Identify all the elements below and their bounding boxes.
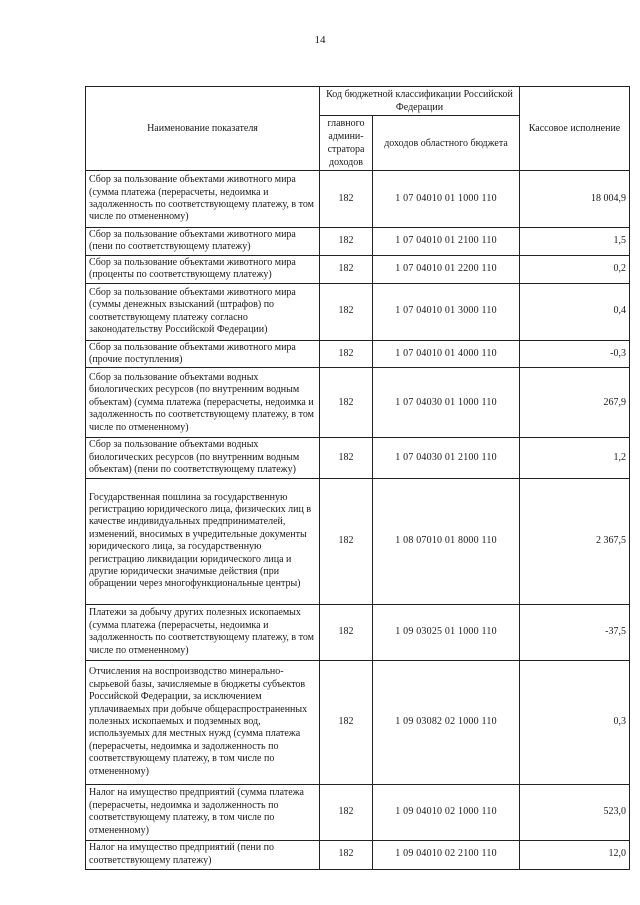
row-admin-code: 182 <box>320 228 373 256</box>
row-cash-amount: 1,5 <box>520 228 630 256</box>
row-indicator-name: Отчисления на воспроизводство минерально-сырьевой базы, зачисляемые в бюджеты субъектов Российской Федерации, за исключением уплачиваемых при добыче общераспространенных полезных ископаемых и подземных вод, используемых для местных нужд (сумма платежа (перерасчеты, недоимка и задолженность по соответствующему платежу, в том числе по отмененному) <box>86 660 320 784</box>
row-indicator-name: Сбор за пользование объектами животного мира (пени по соответствующему платежу) <box>86 228 320 256</box>
row-cash-amount: 0,2 <box>520 255 630 283</box>
row-indicator-name: Платежи за добычу других полезных ископаемых (сумма платежа (перерасчеты, недоимка и задолженность по соответствующему платежу, в том числе по отмененному) <box>86 604 320 660</box>
row-indicator-name: Сбор за пользование объектами водных биологических ресурсов (по внутренним водным объектам) (сумма платежа (перерасчеты, недоимка и задолженность по соответствующему платежу, в том числе по отмененному) <box>86 368 320 438</box>
row-revenue-code: 1 07 04010 01 3000 110 <box>373 283 520 340</box>
row-indicator-name: Сбор за пользование объектами водных биологических ресурсов (по внутренним водным объектам) (пени по соответствующему платежу) <box>86 438 320 478</box>
row-revenue-code: 1 07 04010 01 2200 110 <box>373 255 520 283</box>
row-indicator-name: Сбор за пользование объектами животного мира (проценты по соответствующему платежу) <box>86 255 320 283</box>
row-cash-amount: 12,0 <box>520 840 630 869</box>
table-row <box>86 228 630 256</box>
table-row <box>86 283 630 340</box>
row-revenue-code: 1 07 04010 01 1000 110 <box>373 171 520 228</box>
row-indicator-name: Сбор за пользование объектами животного мира (прочие поступления) <box>86 340 320 368</box>
header-indicator-name: Наименование показателя <box>86 87 320 171</box>
row-cash-amount: 0,3 <box>520 660 630 784</box>
row-cash-amount: 2 367,5 <box>520 478 630 604</box>
row-admin-code: 182 <box>320 660 373 784</box>
row-revenue-code: 1 07 04030 01 2100 110 <box>373 438 520 478</box>
page-number: 14 <box>314 34 326 46</box>
row-indicator-name: Сбор за пользование объектами животного мира (сумма платежа (перерасчеты, недоимка и задолженность по соответствующему платежу, в том числе по отмененному) <box>86 171 320 228</box>
row-cash-amount: -0,3 <box>520 340 630 368</box>
row-admin-code: 182 <box>320 340 373 368</box>
row-cash-amount: -37,5 <box>520 604 630 660</box>
header-regional-budget-revenue: доходов областного бюджета <box>373 116 520 171</box>
table-row <box>86 340 630 368</box>
table-row <box>86 660 630 784</box>
row-indicator-name: Государственная пошлина за государственную регистрацию юридического лица, физических лиц в качестве индивидуальных предпринимателей, изменений, вносимых в учредительные документы юридического лица, за государственную регистрацию ликвидации юридического лица и другие юридически значимые действия (при обращении через многофункциональные центры) <box>86 478 320 604</box>
table-row <box>86 171 630 228</box>
header-chief-administrator: главного админи-стратора доходов <box>320 116 373 171</box>
row-admin-code: 182 <box>320 368 373 438</box>
row-admin-code: 182 <box>320 283 373 340</box>
header-budget-classification-code: Код бюджетной классификации Российской Федерации <box>320 87 520 116</box>
row-admin-code: 182 <box>320 604 373 660</box>
row-cash-amount: 1,2 <box>520 438 630 478</box>
row-revenue-code: 1 08 07010 01 8000 110 <box>373 478 520 604</box>
budget-revenue-table <box>85 86 630 870</box>
header-cash-execution: Кассовое исполнение <box>520 87 630 171</box>
row-admin-code: 182 <box>320 784 373 840</box>
row-revenue-code: 1 09 03082 02 1000 110 <box>373 660 520 784</box>
row-revenue-code: 1 07 04030 01 1000 110 <box>373 368 520 438</box>
row-admin-code: 182 <box>320 171 373 228</box>
table-row <box>86 604 630 660</box>
row-cash-amount: 18 004,9 <box>520 171 630 228</box>
table-row <box>86 840 630 869</box>
row-cash-amount: 523,0 <box>520 784 630 840</box>
row-admin-code: 182 <box>320 478 373 604</box>
row-revenue-code: 1 09 04010 02 2100 110 <box>373 840 520 869</box>
row-revenue-code: 1 09 03025 01 1000 110 <box>373 604 520 660</box>
table-row <box>86 478 630 604</box>
row-indicator-name: Налог на имущество предприятий (сумма платежа (перерасчеты, недоимка и задолженность по соответствующему платежу, в том числе по отмененному) <box>86 784 320 840</box>
row-cash-amount: 0,4 <box>520 283 630 340</box>
row-indicator-name: Налог на имущество предприятий (пени по соответствующему платежу) <box>86 840 320 869</box>
table-row <box>86 255 630 283</box>
row-admin-code: 182 <box>320 840 373 869</box>
table-row <box>86 784 630 840</box>
row-admin-code: 182 <box>320 255 373 283</box>
row-cash-amount: 267,9 <box>520 368 630 438</box>
row-revenue-code: 1 07 04010 01 4000 110 <box>373 340 520 368</box>
row-indicator-name: Сбор за пользование объектами животного мира (суммы денежных взысканий (штрафов) по соответствующему платежу согласно законодательству Российской Федерации) <box>86 283 320 340</box>
table-row <box>86 438 630 478</box>
table-row <box>86 368 630 438</box>
row-revenue-code: 1 07 04010 01 2100 110 <box>373 228 520 256</box>
row-revenue-code: 1 09 04010 02 1000 110 <box>373 784 520 840</box>
row-admin-code: 182 <box>320 438 373 478</box>
